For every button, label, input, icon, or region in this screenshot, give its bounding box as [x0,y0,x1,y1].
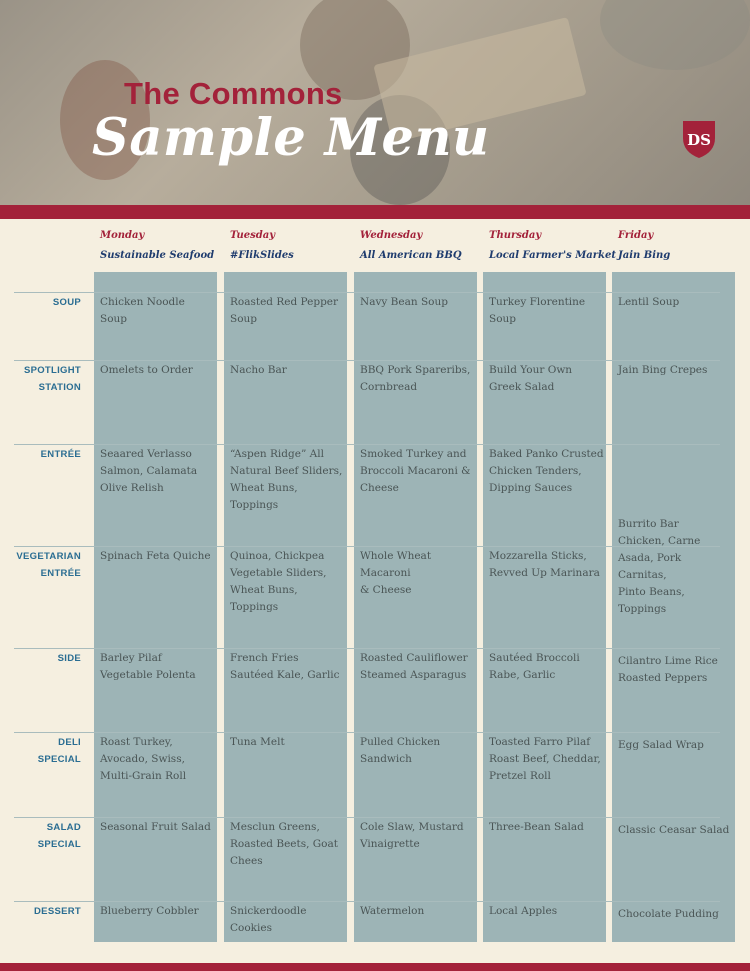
menu-cell: Classic Ceasar Salad [618,824,730,836]
day-theme: Local Farmer's Market [489,250,616,261]
row-label: ENTRÉE [40,449,81,460]
menu-cell: Quinoa, Chickpea Vegetable Sliders, Wheat Buns, Toppings [230,550,327,613]
menu-cell: Barley Pilaf Vegetable Polenta [100,652,196,681]
menu-cell: Mozzarella Sticks, Revved Up Marinara [489,550,600,579]
day-name: Tuesday [230,230,276,241]
menu-cell: Seaared Verlasso Salmon, Calamata Olive Relish [100,448,198,494]
menu-cell: Egg Salad Wrap [618,739,704,751]
menu-cell: Roasted Cauliflower Steamed Asparagus [360,652,468,681]
day-name: Wednesday [360,230,423,241]
page-title: Sample Menu [92,108,490,168]
menu-cell: Build Your Own Greek Salad [489,364,573,393]
row-divider [14,732,720,733]
row-label: SALAD SPECIAL [37,822,81,850]
day-name: Friday [618,230,654,241]
hero-photo [0,0,750,205]
shield-crest-icon [678,118,720,160]
row-divider [14,546,720,547]
menu-cell: Navy Bean Soup [360,296,448,308]
crest-text: DS [687,131,711,149]
day-header [618,226,670,266]
menu-cell: Baked Panko Crusted Chicken Tenders, Dipping Sauces [489,448,604,494]
row-divider [14,360,720,361]
day-theme: Jain Bing [618,250,671,261]
day-header [489,226,616,266]
row-divider [14,292,720,293]
menu-cell: Jain Bing Crepes [618,364,708,376]
menu-cell: Tuna Melt [230,736,285,748]
day-header [230,226,294,266]
menu-cell: BBQ Pork Spareribs, Cornbread [360,364,471,393]
day-theme: Sustainable Seafood [100,250,215,261]
photo-figure [600,0,750,70]
menu-cell: Nacho Bar [230,364,287,376]
venue-name: The Commons [124,76,343,111]
day-header [100,226,214,266]
menu-cell: Blueberry Cobbler [100,905,199,917]
menu-cell: Roast Turkey, Avocado, Swiss, Multi-Grain Roll [100,736,187,782]
bottom-band [0,963,750,971]
menu-cell: Watermelon [360,905,425,917]
menu-cell: Chocolate Pudding [618,908,719,920]
row-divider [14,444,720,445]
menu-cell: Burrito Bar Chicken, Carne Asada, Pork Carnitas, Pinto Beans, Toppings [618,518,701,615]
day-theme: All American BBQ [360,250,462,261]
row-divider [14,817,720,818]
menu-cell: Cole Slaw, Mustard Vinaigrette [360,821,464,850]
menu-cell: Local Apples [489,905,558,917]
menu-cell: Roasted Red Pepper Soup [230,296,339,325]
menu-cell: Spinach Feta Quiche [100,550,211,562]
menu-cell: Sautéed Broccoli Rabe, Garlic [489,652,580,681]
row-label: SOUP [52,297,81,308]
row-label: DELI SPECIAL [37,737,81,765]
menu-cell: Chicken Noodle Soup [100,296,185,325]
menu-cell: Cilantro Lime Rice Roasted Peppers [618,655,718,684]
menu-cell: Snickerdoodle Cookies [230,905,307,934]
row-label: VEGETARIAN ENTRÉE [16,551,81,579]
row-divider [14,648,720,649]
menu-cell: Pulled Chicken Sandwich [360,736,441,765]
menu-cell: Mesclun Greens, Roasted Beets, Goat Chees [230,821,338,867]
menu-cell: Lentil Soup [618,296,680,308]
row-label: DESSERT [34,906,81,917]
row-divider [14,901,720,902]
day-theme: #FlikSlides [230,250,294,261]
menu-cell: Smoked Turkey and Broccoli Macaroni & Cheese [360,448,471,494]
menu-cell: Turkey Florentine Soup [489,296,586,325]
menu-cell: Toasted Farro Pilaf Roast Beef, Cheddar, Pretzel Roll [489,736,601,782]
row-label: SIDE [57,653,81,664]
menu-cell: Three-Bean Salad [489,821,584,833]
menu-cell: “Aspen Ridge” All Natural Beef Sliders, Wheat Buns, Toppings [230,448,343,511]
day-header [360,226,462,266]
menu-cell: Whole Wheat Macaroni & Cheese [360,550,432,596]
top-band [0,205,750,219]
day-name: Thursday [489,230,542,241]
menu-cell: Seasonal Fruit Salad [100,821,211,833]
menu-cell: Omelets to Order [100,364,193,376]
menu-cell: French Fries Sautéed Kale, Garlic [230,652,340,681]
day-name: Monday [100,230,145,241]
row-label: SPOTLIGHT STATION [23,365,81,393]
